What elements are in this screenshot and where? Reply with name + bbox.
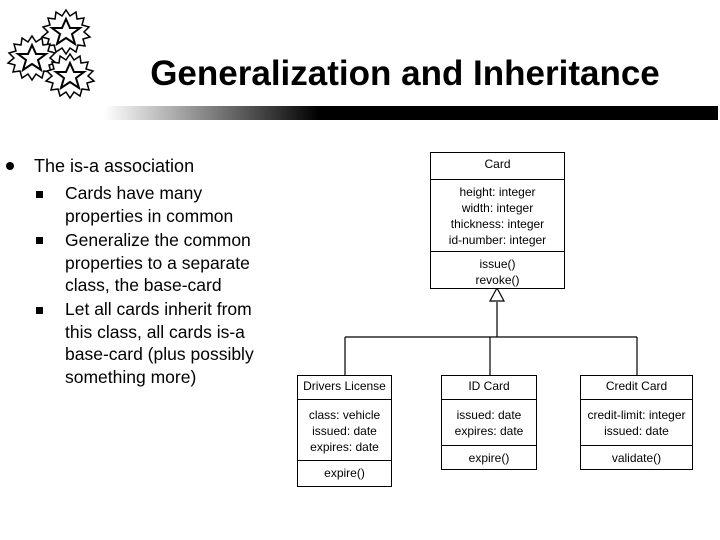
uml-operation: expire() xyxy=(468,451,510,465)
uml-operation: issue() xyxy=(479,257,516,271)
uml-attribute: thickness: integer xyxy=(450,217,545,231)
uml-operations xyxy=(431,252,564,288)
uml-attribute: expires: date xyxy=(310,440,379,454)
uml-class-name: ID Card xyxy=(442,376,536,400)
generalization-arrow-icon xyxy=(490,288,504,301)
uml-class-id-card xyxy=(441,375,537,470)
uml-class-credit-card xyxy=(580,375,693,470)
uml-attribute: width: integer xyxy=(461,201,534,215)
uml-attribute: expires: date xyxy=(454,424,524,438)
uml-operations xyxy=(581,446,692,466)
uml-attribute: height: integer xyxy=(459,185,536,199)
uml-operation: expire() xyxy=(324,466,365,480)
uml-attributes xyxy=(298,400,391,461)
bullet-main-text: The is-a association xyxy=(34,156,195,176)
uml-class-name: Drivers License xyxy=(298,376,391,400)
uml-operations xyxy=(298,461,391,481)
uml-attributes xyxy=(581,400,692,446)
uml-attribute: credit-limit: integer xyxy=(587,408,686,422)
sub-bullet-2-line-1: Generalize the common xyxy=(65,230,251,250)
uml-operations xyxy=(442,446,536,466)
uml-class-name: Credit Card xyxy=(581,376,692,400)
sub-bullet-2-line-3: class, the base-card xyxy=(65,275,222,295)
uml-attributes xyxy=(431,180,564,252)
uml-attribute: class: vehicle xyxy=(308,408,381,422)
uml-class-drivers-license xyxy=(297,375,392,487)
uml-class-name: Card xyxy=(431,153,564,180)
uml-attribute: issued: date xyxy=(312,424,377,438)
uml-attribute: issued: date xyxy=(456,408,522,422)
sub-bullet-3-line-1: Let all cards inherit from xyxy=(65,299,252,319)
uml-attribute: id-number: integer xyxy=(448,233,547,247)
sub-bullet-3-line-4: something more) xyxy=(65,366,197,387)
uml-operation: revoke() xyxy=(475,273,520,287)
sub-bullet-1-line-2: properties in common xyxy=(65,205,234,226)
uml-class-card xyxy=(430,152,565,289)
uml-attributes xyxy=(442,400,536,446)
sub-bullet-1-line-1: Cards have many xyxy=(65,183,203,203)
uml-attribute: issued: date xyxy=(604,424,669,438)
sub-bullet-3-line-2: this class, all cards is-a xyxy=(65,321,245,342)
sub-bullet-2-line-2: properties to a separate xyxy=(65,252,250,273)
slide-title: Generalization and Inheritance xyxy=(150,54,660,93)
uml-operation: validate() xyxy=(611,451,662,465)
sub-bullet-3-line-3: base-card (plus possibly xyxy=(65,344,254,364)
